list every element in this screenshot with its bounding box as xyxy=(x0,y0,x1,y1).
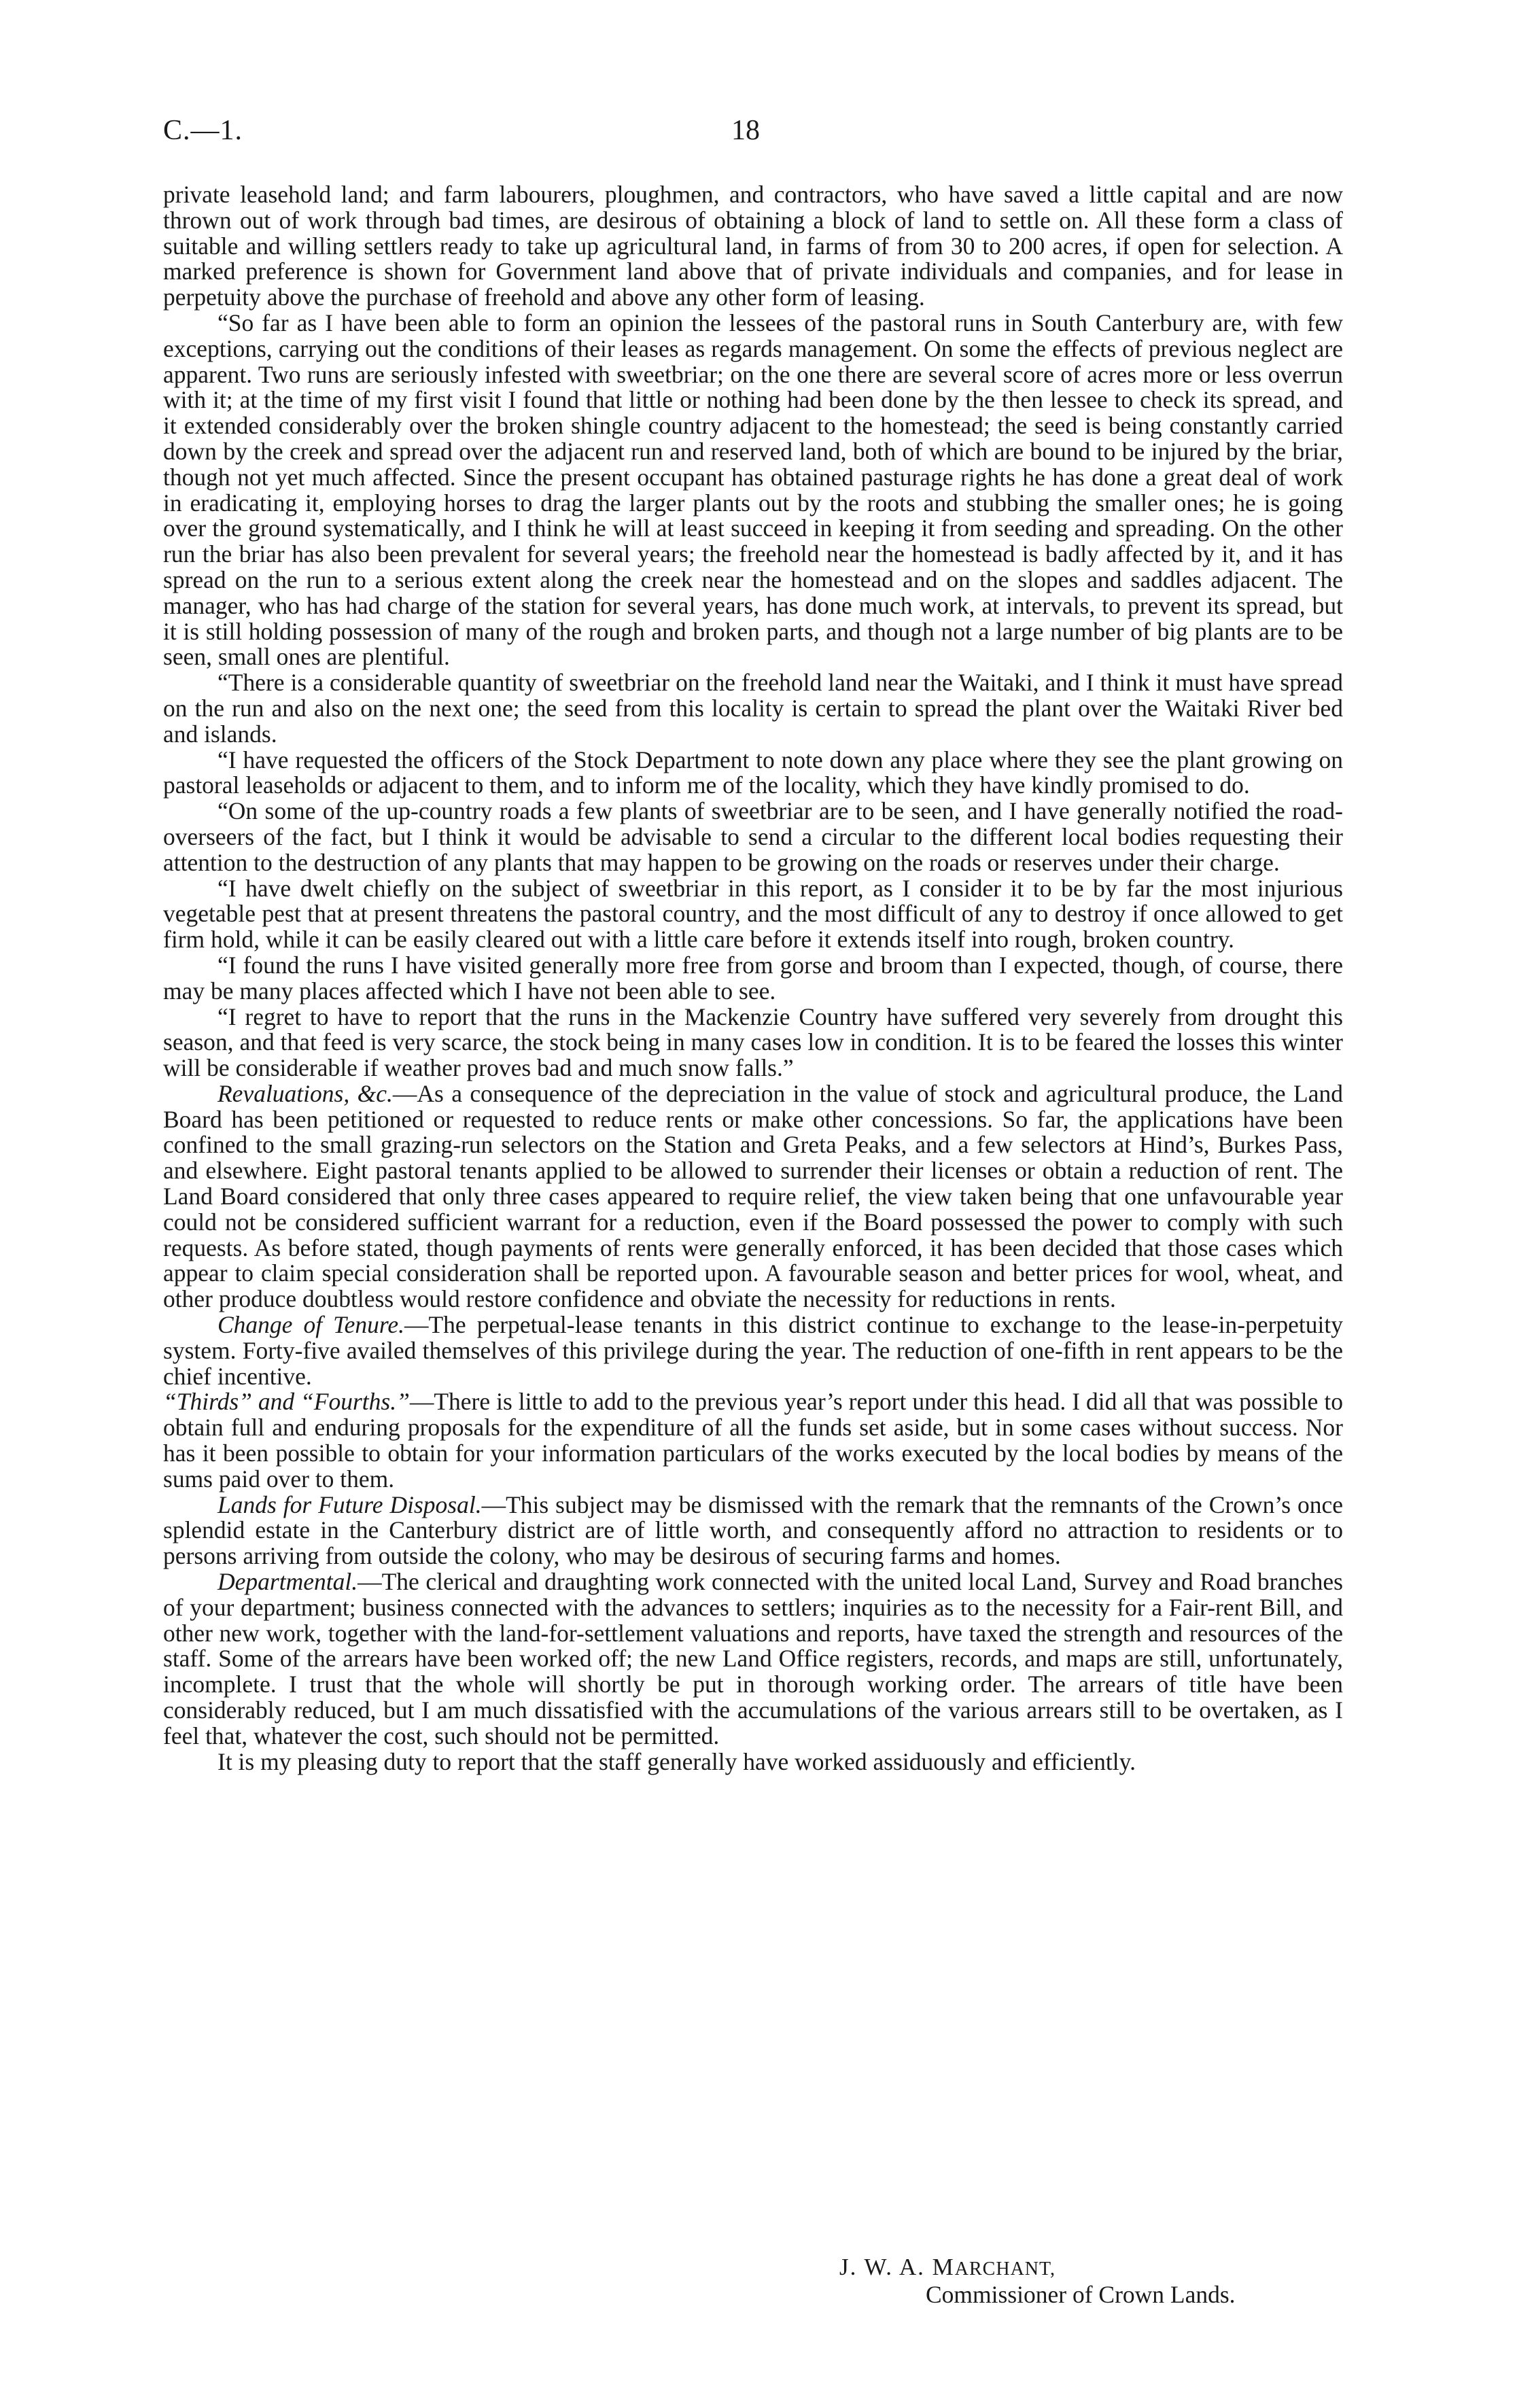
page-number: 18 xyxy=(731,115,760,146)
section-heading: Departmental. xyxy=(217,1568,358,1596)
paragraph-revaluations: Revaluations, &c.—As a consequence of the depreciation in the value of stock and agricultural produce, the Land Board has been petitioned or requested to reduce rents or make other concessions. So far, the applications have been confined to the small grazing-run selectors on the Station and Greta Peaks, and a few selectors at Hind’s, Burkes Pass, and elsewhere. Eight pastoral tenants applied to be allowed to surrender their licenses or obtain a reduction of rent. The Land Board considered that only three cases appeared to require relief, the view taken being that one unfavourable year could not be considered sufficient warrant for a reduction, even if the Board possessed the power to comply with such requests. As before stated, though payments of rents were generally enforced, it has been decided that those cases which appear to claim special consideration shall be reported upon. A favourable season and better prices for wool, wheat, and other produce doubtless would restore confidence and obviate the necessity for reductions in rents. xyxy=(163,1079,1343,1313)
paragraph-up-country-roads: “On some of the up-country roads a few plants of sweetbriar are to be seen, and I have generally notified the road-overseers of the fact, but I think it would be advisable to send a circular to the different local bodies requesting their attention to the destruction of any plants that may happen to be growing on the roads or reserves under their charge. xyxy=(163,797,1343,876)
section-heading: Change of Tenure. xyxy=(217,1311,404,1339)
paragraph-closing: It is my pleasing duty to report that the staff generally have worked assiduously and efficiently. xyxy=(217,1747,1136,1775)
paragraph-mackenzie-drought: “I regret to have to report that the runs in the Mackenzie Country have suffered very severely from drought this season, and that feed is very scarce, the stock being in many cases low in condition. It is to be feared the losses this winter will be considerable if weather proves bad and much snow falls.” xyxy=(163,1002,1343,1082)
paragraph-stock-department: “I have requested the officers of the Stock Department to note down any place where they see the plant growing on pastoral leaseholds or adjacent to them, and to inform me of the locality, which they have kindly promised to do. xyxy=(163,746,1343,799)
paragraph-departmental: Departmental.—The clerical and draughting work connected with the united local Land, Survey and Road branches of your department; business connected with the advances to settlers; inquiries as to the necessity for a Fair-rent Bill, and other new work, together with the land-for-settlement valuations and reports, have taxed the strength and resources of the staff. Some of the arrears have been worked off; the new Land Office registers, records, and maps are still, unfortunately, incomplete. I trust that the whole will shortly be put in thorough working order. The arrears of title have been considerably reduced, but I am much dissatisfied with the accumulations of the various arrears still to be overtaken, as I feel that, whatever the cost, such should not be permitted. xyxy=(163,1568,1343,1749)
page-header xyxy=(0,114,1517,155)
signature-title: Commissioner of Crown Lands. xyxy=(926,2281,1236,2308)
section-heading: Lands for Future Disposal. xyxy=(217,1490,482,1518)
section-heading: Revaluations, &c. xyxy=(217,1079,393,1107)
series-code: C.—1. xyxy=(163,115,243,146)
paragraph-continued: private leasehold land; and farm labourers, ploughmen, and contractors, who have saved a little capital and are now thrown out of work through bad times, are desirous of obtaining a block of land to settle on. All these form a class of suitable and willing settlers ready to take up agricultural land, in farms of from 30 to 200 acres, if open for selection. A marked preference is shown for Government land above that of private individuals and companies, and for lease in perpetuity above the purchase of freehold and above any other form of leasing. xyxy=(163,181,1343,311)
signature-name: J. W. A. MARCHANT, xyxy=(839,2254,1056,2280)
paragraph-change-of-tenure: Change of Tenure.—The perpetual-lease tenants in this district continue to exchange to the lease-in-perpetuity system. Forty-five availed themselves of this privilege during the year. The reduction of one-fifth in rent appears to be the chief incentive. xyxy=(163,1311,1343,1390)
paragraph-gorse-broom: “I found the runs I have visited generally more free from gorse and broom than I expected, though, of course, there may be many places affected which I have not been able to see. xyxy=(163,951,1343,1005)
report-body xyxy=(163,182,1343,1775)
section-heading: “Thirds” and “Fourths.” xyxy=(163,1388,410,1416)
paragraph-waitaki: “There is a considerable quantity of sweetbriar on the freehold land near the Waitaki, and I think it must have spread on the run and also on the next one; the seed from this locality is certain to spread the plant over the Waitaki River bed and islands. xyxy=(163,669,1343,748)
paragraph-sweetbriar-runs: “So far as I have been able to form an opinion the lessees of the pastoral runs in South Canterbury are, with few exceptions, carrying out the conditions of their leases as regards management. On some the effects of previous neglect are apparent. Two runs are seriously infested with sweetbriar; on the one there are several score of acres more or less overrun with it; at the time of my first visit I found that little or nothing had been done by the then lessee to check its spread, and it extended considerably over the broken shingle country adjacent to the homestead; the seed is being constantly carried down by the creek and spread over the adjacent run and reserved land, both of which are bound to be injured by the briar, though not yet much affected. Since the present occupant has obtained pasturage rights he has done a great deal of work in eradicating it, employing horses to drag the larger plants out by the roots and stubbing the smaller ones; he is going over the ground systematically, and I think he will at least succeed in keeping it from seeding and spreading. On the other run the briar has also been prevalent for several years; the freehold near the homestead is badly affected by it, and it has spread on the run to a serious extent along the creek near the homestead and on the slopes and saddles adjacent. The manager, who has had charge of the station for several years, has done much work, at intervals, to prevent its spread, but it is still holding possession of many of the rough and broken parts, and though not a large number of big plants are to be seen, small ones are plentiful. xyxy=(163,309,1343,671)
paragraph-injurious-pest: “I have dwelt chiefly on the subject of sweetbriar in this report, as I consider it to be by far the most injurious vegetable pest that at present threatens the pastoral country, and the most difficult of any to destroy if once allowed to get firm hold, while it can be easily cleared out with a little care before it extends itself into rough, broken country. xyxy=(163,874,1343,954)
paragraph-thirds-fourths: “Thirds” and “Fourths.”—There is little to add to the previous year’s report under this head. I did all that was possible to obtain full and enduring proposals for the expenditure of all the funds set aside, but in some cases without success. Nor has it been possible to obtain for your information particulars of the works executed by the local bodies by means of the sums paid over to them. xyxy=(163,1388,1343,1493)
paragraph-lands-future-disposal: Lands for Future Disposal.—This subject may be dismissed with the remark that the remnants of the Crown’s once splendid estate in the Canterbury district are of little worth, and consequently afford no attraction to residents or to persons arriving from outside the colony, who may be desirous of securing farms and homes. xyxy=(163,1490,1343,1570)
